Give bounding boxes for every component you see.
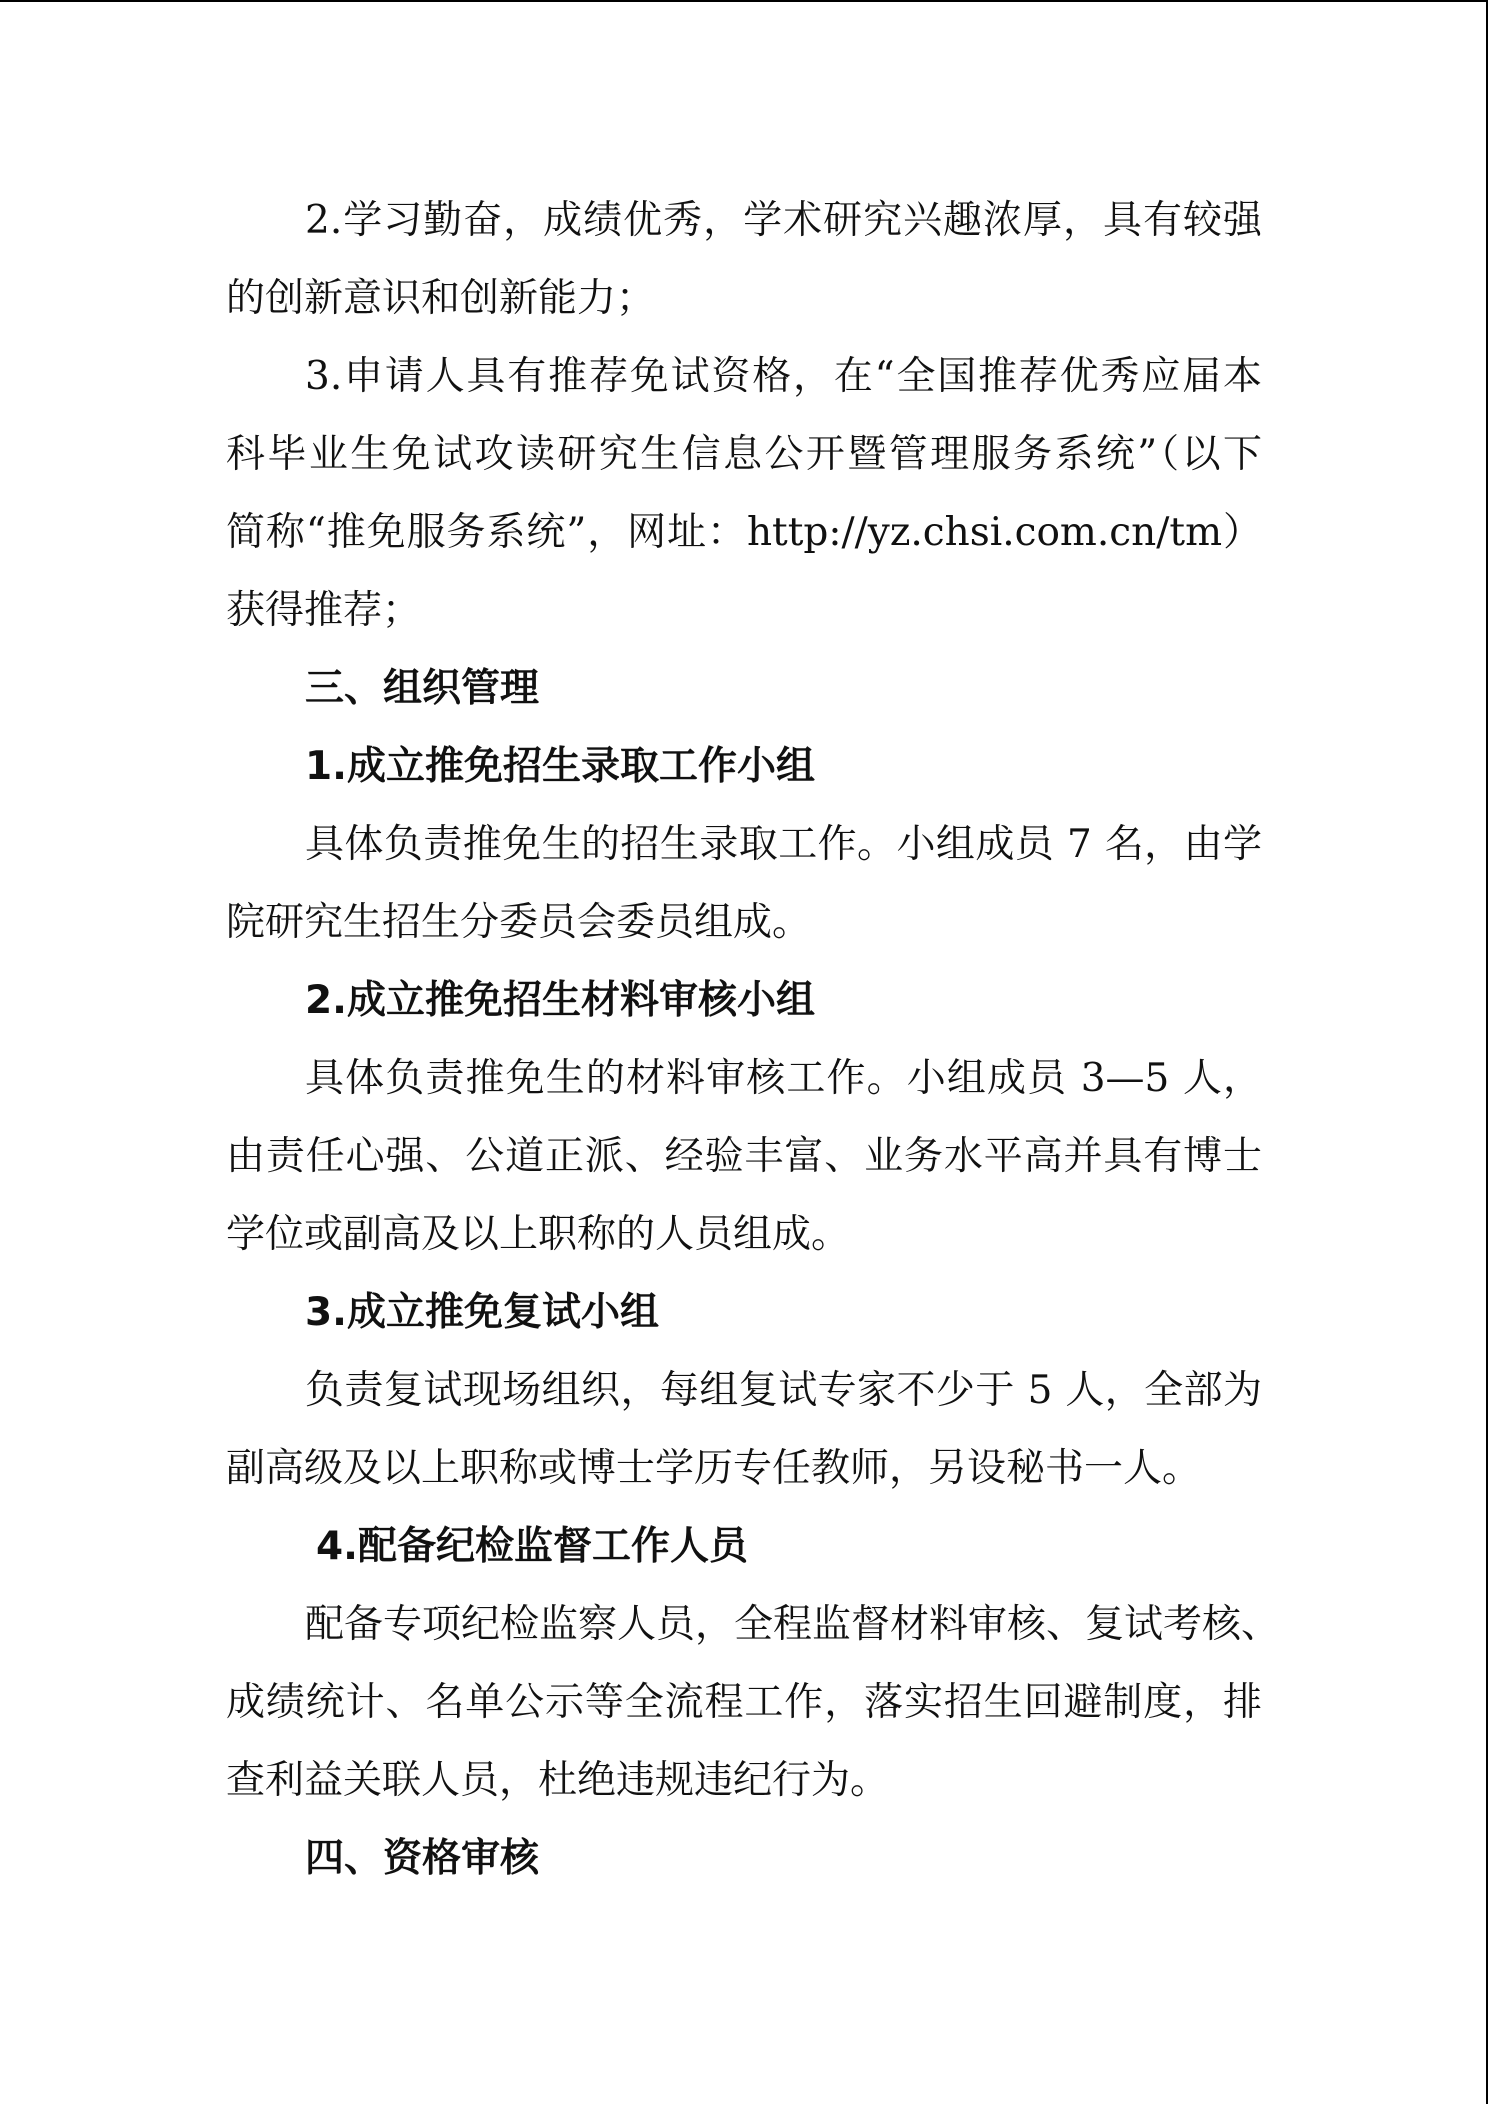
paragraph-line: 副高级及以上职称或博士学历专任教师，另设秘书一人。 xyxy=(226,1446,1202,1491)
section-heading: 三、组织管理 xyxy=(305,666,540,711)
paragraph-line: 具体负责推免生的招生录取工作。小组成员 7 名，由学 xyxy=(305,822,1262,867)
paragraph-line: 2.学习勤奋，成绩优秀，学术研究兴趣浓厚，具有较强 xyxy=(305,198,1262,243)
paragraph-line: 由责任心强、公道正派、经验丰富、业务水平高并具有博士 xyxy=(226,1134,1262,1179)
paragraph-line: 院研究生招生分委员会委员组成。 xyxy=(226,900,812,945)
paragraph-line: 查利益关联人员，杜绝违规违纪行为。 xyxy=(226,1758,890,1803)
paragraph-line: 配备专项纪检监察人员，全程监督材料审核、复试考核、 xyxy=(305,1602,1281,1647)
subsection-heading: 4.配备纪检监督工作人员 xyxy=(316,1524,748,1569)
paragraph-line: 简称“推免服务系统”，网址：http://yz.chsi.com.cn/tm） xyxy=(226,510,1262,555)
section-heading: 四、资格审核 xyxy=(305,1836,540,1881)
document-page xyxy=(0,2,1488,2106)
paragraph-line: 的创新意识和创新能力； xyxy=(226,276,656,321)
paragraph-line: 负责复试现场组织，每组复试专家不少于 5 人，全部为 xyxy=(305,1368,1262,1413)
paragraph-line: 学位或副高及以上职称的人员组成。 xyxy=(226,1212,851,1257)
paragraph-line: 3.申请人具有推荐免试资格，在“全国推荐优秀应届本 xyxy=(305,354,1262,399)
subsection-heading: 3.成立推免复试小组 xyxy=(305,1290,659,1335)
subsection-heading: 1.成立推免招生录取工作小组 xyxy=(305,744,815,789)
paragraph-line: 具体负责推免生的材料审核工作。小组成员 3—5 人， xyxy=(305,1056,1262,1101)
subsection-heading: 2.成立推免招生材料审核小组 xyxy=(305,978,815,1023)
paragraph-line: 成绩统计、名单公示等全流程工作，落实招生回避制度，排 xyxy=(226,1680,1262,1725)
paragraph-line: 获得推荐； xyxy=(226,588,422,633)
paragraph-line: 科毕业生免试攻读研究生信息公开暨管理服务系统”（以下 xyxy=(226,432,1262,477)
